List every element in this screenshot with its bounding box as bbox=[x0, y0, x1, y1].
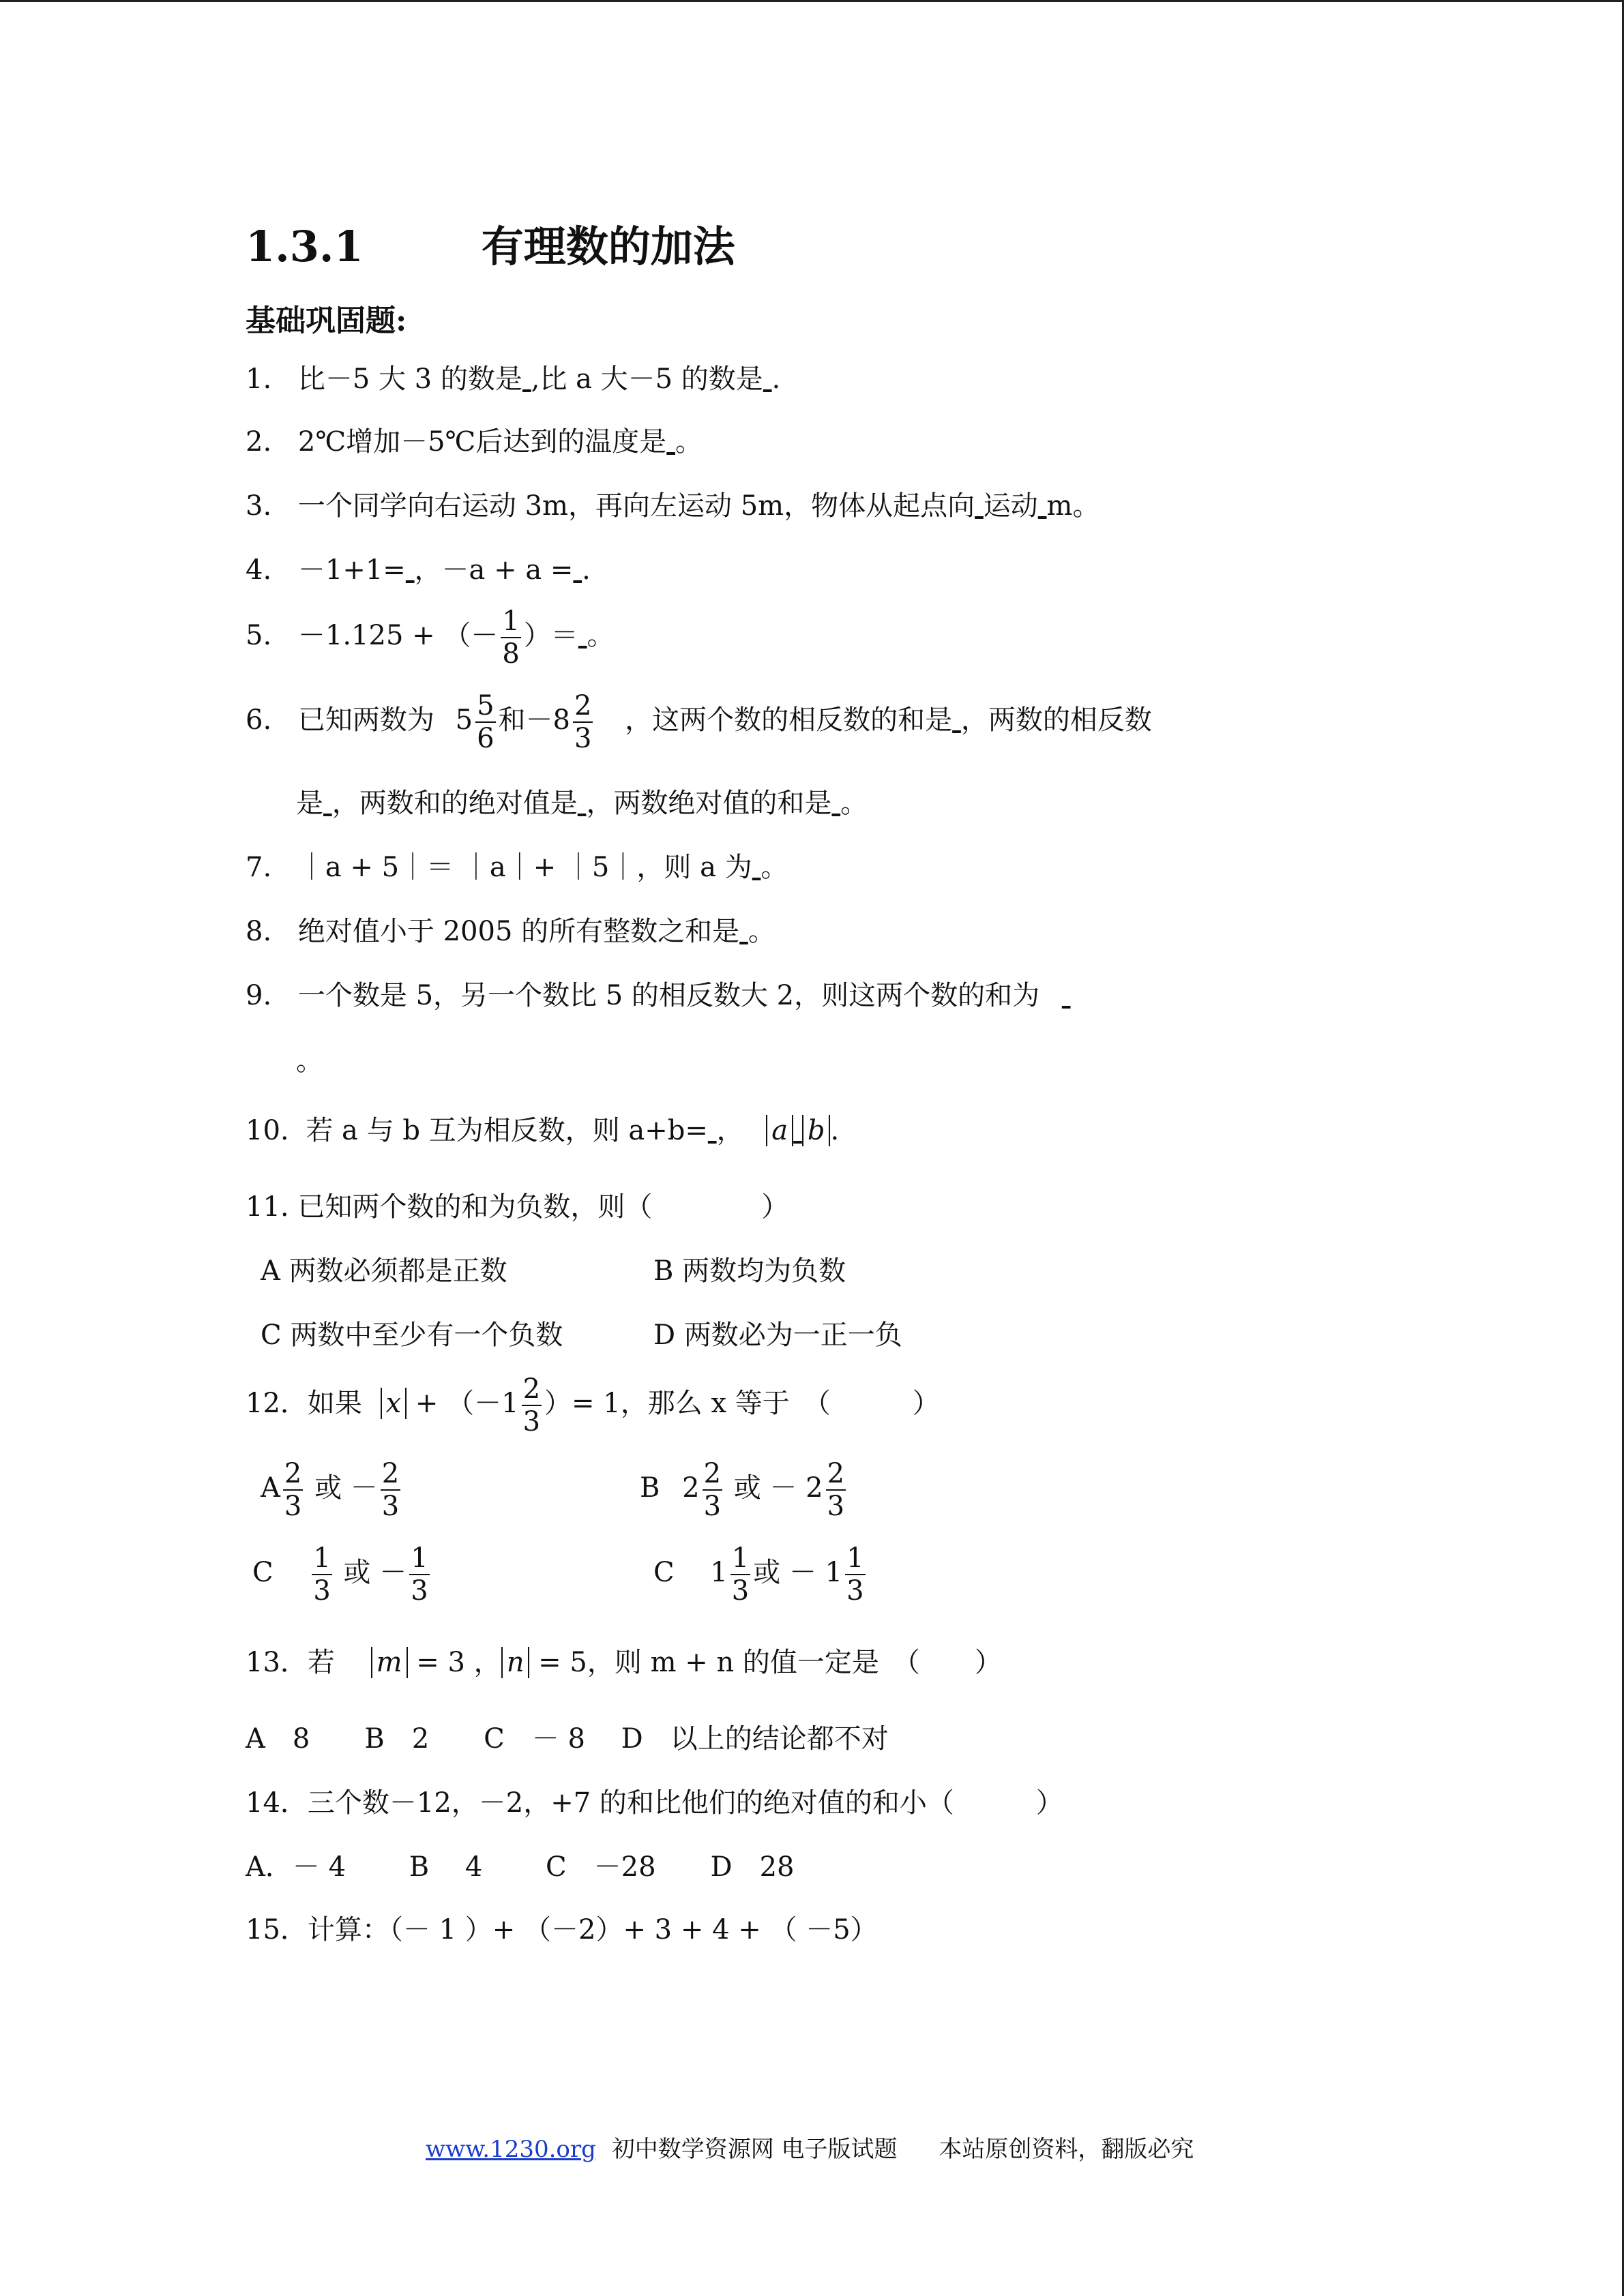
fraction: $\frac{2}{3}$ bbox=[703, 1458, 722, 1522]
question-11: 11. 已知两个数的和为负数，则（ ） bbox=[246, 1191, 789, 1223]
question-6: 6. 已知两数为 5 $\frac{5}{6}$ 和－8 $\frac{2}{3}$ ，这两个数的相反数的和是 ，两数的相反数 bbox=[246, 690, 1152, 754]
fraction: $\frac{5}{6}$ bbox=[477, 690, 494, 754]
blank bbox=[578, 620, 587, 651]
fraction: $\frac{2}{3}$ bbox=[574, 690, 592, 754]
blank bbox=[406, 554, 415, 586]
blank bbox=[975, 490, 984, 522]
question-1: 1. 比－5 大 3 的数是 ,比 a 大－5 的数是 . bbox=[246, 363, 781, 395]
section-number: 1.3.1 bbox=[246, 222, 364, 271]
absolute-value-x: x bbox=[381, 1388, 407, 1419]
blank bbox=[763, 363, 772, 395]
question-14-options: A．－ 4 B 4 C －28 D 28 bbox=[246, 1851, 795, 1883]
question-9: 9. 一个数是 5，另一个数比 5 的相反数大 2，则这两个数的和为 bbox=[246, 978, 1084, 1013]
fraction: $\frac{2}{3}$ bbox=[522, 1373, 541, 1437]
fraction: $\frac{2}{3}$ bbox=[284, 1458, 302, 1522]
question-7: 7. ｜a + 5｜＝ ｜a｜+ ｜5｜，则 a 为 。 bbox=[246, 852, 788, 883]
question-3: 3. 一个同学向右运动 3m，再向左运动 5m，物体从起点向 运动 m。 bbox=[246, 490, 1100, 522]
blank bbox=[522, 363, 531, 395]
fraction: $\frac{1}{8}$ bbox=[502, 606, 520, 670]
q12-option-b: B 2 $\frac{2}{3}$ 或 － 2 $\frac{2}{3}$ bbox=[640, 1458, 845, 1522]
fraction: $\frac{1}{3}$ bbox=[731, 1542, 750, 1607]
question-15: 15．计算：（－ 1 ）+ （－2）+ 3 + 4 + （ －5） bbox=[246, 1914, 878, 1945]
blank bbox=[752, 852, 761, 883]
q12-option-c-second: C 1 $\frac{1}{3}$ 或 － 1 $\frac{1}{3}$ bbox=[653, 1542, 864, 1607]
blank bbox=[323, 788, 332, 819]
footer-text-2: 本站原创资料，翻版必究 bbox=[939, 2136, 1194, 2163]
blank bbox=[952, 704, 961, 736]
blank bbox=[739, 916, 748, 947]
question-14: 14．三个数－12，－2，+7 的和比他们的绝对值的和小（ ） bbox=[246, 1787, 1063, 1819]
blank bbox=[666, 426, 675, 458]
footer-text-1: 初中数学资源网 电子版试题 bbox=[611, 2136, 898, 2163]
blank bbox=[793, 1115, 802, 1146]
question-9-line-2: 。 bbox=[296, 1045, 323, 1077]
option-b: B 两数均为负数 bbox=[653, 1255, 846, 1287]
page-title bbox=[246, 213, 735, 273]
blank bbox=[1038, 490, 1047, 522]
footer bbox=[426, 2130, 1194, 2164]
q12-option-a: A $\frac{2}{3}$ 或 － $\frac{2}{3}$ bbox=[261, 1458, 400, 1522]
question-5: 5. －1.125 + （－ $\frac{1}{8}$ ）＝ 。 bbox=[246, 606, 615, 670]
fraction: $\frac{2}{3}$ bbox=[381, 1458, 400, 1522]
page-top-border bbox=[0, 0, 1624, 2]
question-4: 4. －1+1= ，－a + a = . bbox=[246, 554, 591, 586]
question-10: 10. 若 a 与 b 互为相反数，则 a+b= ， a b . bbox=[246, 1115, 840, 1146]
absolute-value-b: b bbox=[802, 1115, 831, 1146]
subtitle: 基础巩固题: bbox=[246, 303, 407, 338]
option-a: A 两数必须都是正数 bbox=[261, 1255, 507, 1287]
fraction: $\frac{1}{3}$ bbox=[313, 1542, 331, 1607]
question-13-options: A 8 B 2 C － 8 D 以上的结论都不对 bbox=[246, 1723, 889, 1755]
question-13: 13．若 m = 3 ， n = 5，则 m + n 的值一定是 （ ） bbox=[246, 1647, 1002, 1678]
fraction: $\frac{2}{3}$ bbox=[827, 1458, 845, 1522]
fraction: $\frac{1}{3}$ bbox=[411, 1542, 428, 1607]
blank bbox=[578, 788, 587, 819]
absolute-value-n: n bbox=[501, 1647, 530, 1678]
option-d: D 两数必为一正一负 bbox=[653, 1320, 902, 1351]
blank bbox=[573, 554, 582, 586]
question-2: 2. 2℃增加－5℃后达到的温度是 。 bbox=[246, 426, 703, 458]
section-title: 有理数的加法 bbox=[481, 222, 735, 271]
option-c: C 两数中至少有一个负数 bbox=[261, 1320, 563, 1351]
question-12: 12．如果 x + （－1 $\frac{2}{3}$ ）= 1，那么 x 等于 （ ） bbox=[246, 1373, 940, 1437]
question-8: 8. 绝对值小于 2005 的所有整数之和是 。 bbox=[246, 916, 776, 947]
blank bbox=[708, 1115, 717, 1146]
q12-option-c: C $\frac{1}{3}$ 或 － $\frac{1}{3}$ bbox=[252, 1542, 428, 1607]
absolute-value-a: a bbox=[766, 1115, 793, 1146]
absolute-value-m: m bbox=[371, 1647, 408, 1678]
blank bbox=[1062, 980, 1071, 1011]
site-link[interactable]: www.1230.org bbox=[426, 2136, 596, 2163]
blank bbox=[831, 788, 840, 819]
question-6-line-2: 是 ，两数和的绝对值是 ，两数绝对值的和是 。 bbox=[296, 788, 868, 819]
fraction: $\frac{1}{3}$ bbox=[846, 1542, 864, 1607]
